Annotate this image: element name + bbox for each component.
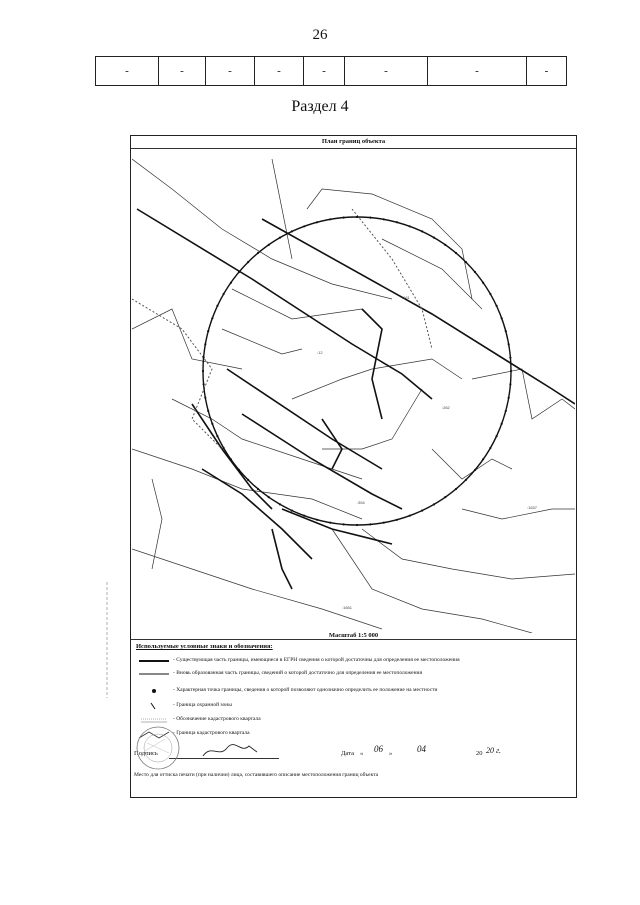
boundary-point	[409, 225, 411, 227]
boundary-point	[496, 305, 498, 307]
point-dot-icon	[137, 685, 171, 697]
table-cell: -	[345, 57, 428, 86]
parcel-boundary	[362, 529, 575, 579]
boundary-point	[444, 244, 446, 246]
boundary-point	[508, 343, 510, 345]
legend-item-label: - Существующая часть границы, имеющиеся в ЕГРН сведения о которой достаточны для определения ее местоположения	[173, 657, 460, 663]
parcel-boundary	[132, 449, 362, 519]
boundary-point	[203, 383, 205, 385]
section-title: Раздел 4	[291, 98, 349, 115]
legend-item-label: - Обозначение кадастрового квартала	[173, 716, 261, 722]
parcel-label: :1651	[342, 605, 353, 610]
boundary-point	[383, 522, 385, 524]
boundary-point	[207, 410, 209, 412]
boundary-point	[489, 447, 491, 449]
boundary-point	[291, 230, 293, 232]
boundary-point	[329, 218, 331, 220]
boundary-point	[211, 423, 213, 425]
table-cell: -	[428, 57, 527, 86]
boundary-point	[223, 293, 225, 295]
boundary-point	[329, 522, 331, 524]
road-line	[137, 209, 432, 399]
parcel-label: :262	[442, 405, 450, 410]
date-year: 20 г.	[486, 746, 502, 755]
boundary-point	[474, 271, 476, 273]
table-cell: -	[527, 57, 567, 86]
date-label: Дата	[341, 750, 354, 757]
boundary-plan-frame	[130, 135, 577, 798]
legend-item-label: - Граница кадастрового квартала	[173, 730, 250, 736]
boundary-point	[316, 221, 318, 223]
boundary-point	[444, 496, 446, 498]
table-cell: -	[304, 57, 345, 86]
table-cell: -	[96, 57, 159, 86]
margin-annotation-icon	[102, 580, 112, 700]
parcel-boundary	[307, 189, 472, 299]
date-quote-open: «	[360, 750, 364, 757]
road-line	[322, 419, 342, 469]
boundary-point	[203, 357, 205, 359]
parcel-label: :12	[317, 350, 323, 355]
boundary-point	[216, 305, 218, 307]
legend-item	[133, 685, 573, 697]
boundary-point	[279, 237, 281, 239]
parcel-boundary	[222, 329, 302, 354]
table-cell: -	[255, 57, 304, 86]
boundary-point	[238, 469, 240, 471]
boundary-point	[204, 397, 206, 399]
boundary-point	[455, 488, 457, 490]
zone-line-icon	[137, 700, 171, 712]
boundary-point	[223, 447, 225, 449]
parcel-label: :1637	[527, 505, 538, 510]
boundary-point	[396, 221, 398, 223]
boundary-point	[303, 515, 305, 517]
date-quote-close: »	[389, 750, 393, 757]
signature-row	[131, 742, 576, 762]
page-number: 26	[312, 27, 328, 43]
parcel-boundary	[152, 479, 162, 569]
boundary-point	[268, 244, 270, 246]
boundary-point	[409, 515, 411, 517]
parcel-boundary	[272, 159, 292, 259]
parcel-boundary	[292, 359, 462, 399]
divider	[131, 639, 576, 640]
boundary-point	[455, 252, 457, 254]
boundary-point	[508, 397, 510, 399]
legend-item-label: - Характерная точка границы, сведения о которой позволяют однозначно определить ее положение на местности	[173, 687, 438, 693]
boundary-point	[369, 523, 371, 525]
boundary-point	[465, 479, 467, 481]
legend-item-label: - Граница охранной зоны	[173, 702, 232, 708]
date-day: 06	[374, 744, 383, 754]
boundary-point	[421, 230, 423, 232]
parcel-label: :354	[357, 500, 365, 505]
road-line	[262, 219, 575, 404]
stamp-place-note: Место для оттиска печати (при наличии) лица, составившего описание местоположения границ объекта	[134, 772, 379, 778]
parcel-boundary	[132, 309, 242, 369]
boundary-point	[501, 423, 503, 425]
legend-item	[133, 668, 573, 680]
parcel-boundary	[332, 529, 532, 633]
plan-title: План границ объекта	[321, 138, 386, 145]
parcel-label: :161	[402, 295, 410, 300]
table-cell: -	[159, 57, 206, 86]
boundary-point	[216, 435, 218, 437]
boundary-point	[202, 370, 204, 372]
road-line	[192, 404, 272, 509]
boundary-point	[465, 261, 467, 263]
parcel-boundary	[462, 509, 575, 519]
boundary-point	[247, 479, 249, 481]
boundary-point	[509, 357, 511, 359]
boundary-point	[238, 271, 240, 273]
map-scale: Масштаб 1:5 000	[328, 632, 379, 639]
boundary-point	[356, 524, 358, 526]
parcel-boundary	[432, 449, 512, 479]
boundary-point	[482, 458, 484, 460]
boundary-point	[211, 317, 213, 319]
boundary-point	[207, 330, 209, 332]
legend-item-label: - Вновь образованная часть границы, сведений о которой достаточно для определения ее местоположения	[173, 670, 422, 676]
legend-item	[133, 728, 573, 740]
date-year-prefix: 20	[476, 750, 483, 757]
road-line	[272, 529, 292, 589]
boundary-point	[247, 261, 249, 263]
parcel-boundary	[322, 389, 422, 449]
boundary-point	[356, 216, 358, 218]
boundary-point	[474, 469, 476, 471]
boundary-point	[279, 503, 281, 505]
boundary-point	[316, 519, 318, 521]
boundary-point	[505, 410, 507, 412]
signature-label: Подпись	[134, 750, 158, 757]
boundary-point	[343, 217, 345, 219]
boundary-point	[421, 510, 423, 512]
legend-title: Используемые условные знаки и обозначения:	[136, 643, 273, 650]
boundary-point	[383, 218, 385, 220]
date-month: 04	[417, 744, 426, 754]
boundary-point	[257, 488, 259, 490]
table-row	[96, 57, 567, 86]
legend-item	[133, 714, 573, 726]
signature-scribble-icon	[201, 742, 261, 760]
boundary-point	[303, 225, 305, 227]
boundary-point	[433, 503, 435, 505]
boundary-point	[489, 293, 491, 295]
boundary-point	[291, 510, 293, 512]
parcel-boundary	[132, 549, 382, 629]
table-cell: -	[206, 57, 255, 86]
legend-item	[133, 700, 573, 712]
boundary-point	[396, 519, 398, 521]
boundary-point	[230, 458, 232, 460]
parcel-boundary	[232, 289, 382, 329]
boundary-point	[204, 343, 206, 345]
boundary-point	[230, 282, 232, 284]
solid-thick-line-icon	[137, 655, 171, 667]
boundary-point	[369, 217, 371, 219]
legend-item	[133, 655, 573, 667]
boundary-point	[268, 496, 270, 498]
boundary-point	[505, 330, 507, 332]
road-line	[362, 309, 382, 419]
solid-thin-line-icon	[137, 668, 171, 680]
boundary-point	[501, 317, 503, 319]
stamp-seal-icon	[135, 725, 181, 771]
boundary-point	[510, 370, 512, 372]
dash-table	[95, 56, 567, 86]
boundary-point	[509, 383, 511, 385]
boundary-point	[343, 523, 345, 525]
boundary-map	[132, 149, 575, 633]
boundary-point	[433, 237, 435, 239]
boundary-point	[496, 435, 498, 437]
boundary-point	[257, 252, 259, 254]
boundary-point	[482, 282, 484, 284]
